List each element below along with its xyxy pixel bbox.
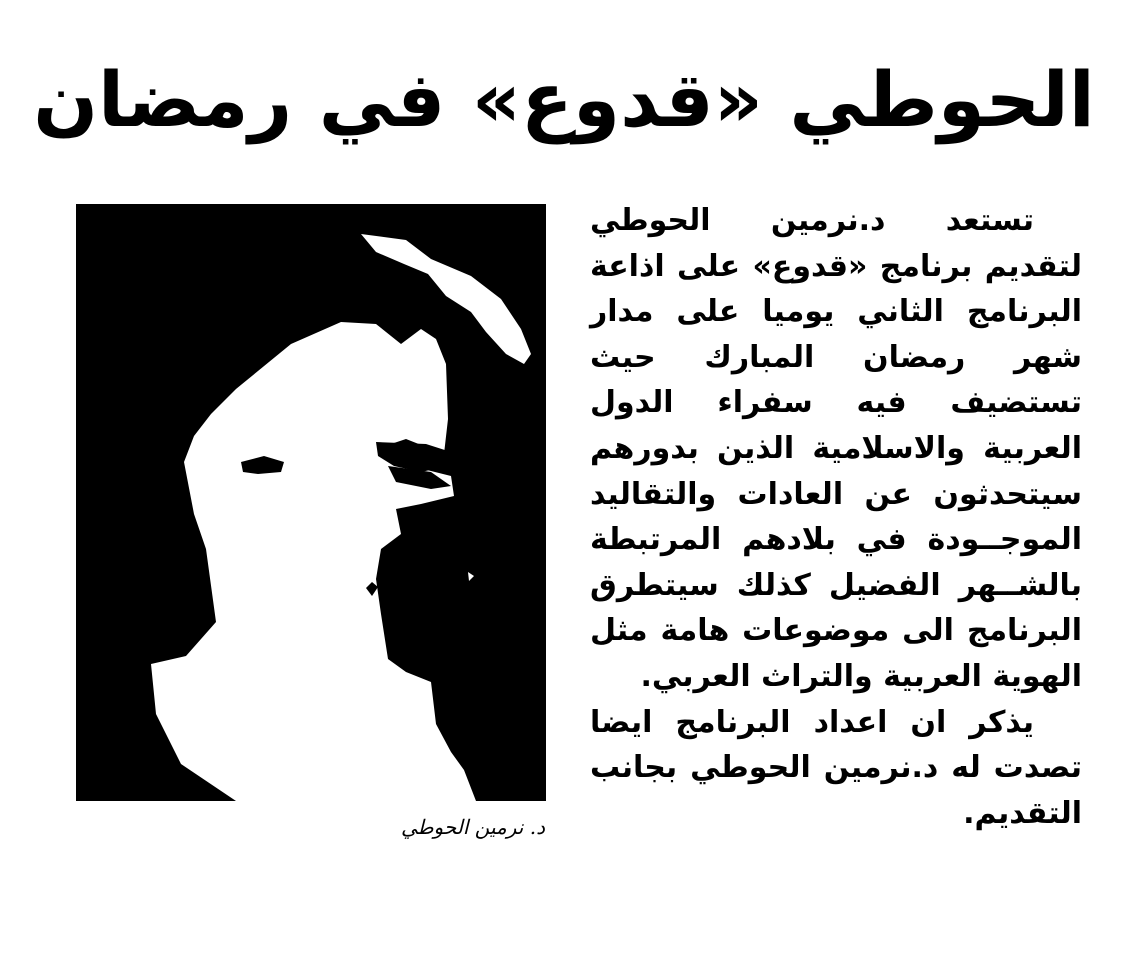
headline: الحوطي «قدوع» في رمضان: [33, 55, 1095, 144]
article-paragraph-1: تستعد د.نرمين الحوطي لتقديم برنامج «قدوع» على اذاعة البرنامج الثاني يوميا على مدار شهر رمضان المبارك حيث تستضيف فيه سفراء الدول العربية والاسلامية الذين بدورهم سيتحدثون عن العادات والتقاليد الموجــودة في بلادهم المرتبطة بالشــهر الفضيل كذلك سيتطرق البرنامج الى موضوعات هامة مثل الهوية العربية والتراث العربي.: [590, 203, 1082, 694]
photo-caption: د. نرمين الحوطي: [400, 815, 545, 839]
article-body: [590, 198, 1082, 836]
portrait-photo: [76, 204, 546, 801]
portrait-silhouette: [76, 204, 546, 801]
article-paragraph-2: يذكر ان اعداد البرنامج ايضا تصدت له د.نرمين الحوطي بجانب التقديم.: [590, 704, 1082, 831]
